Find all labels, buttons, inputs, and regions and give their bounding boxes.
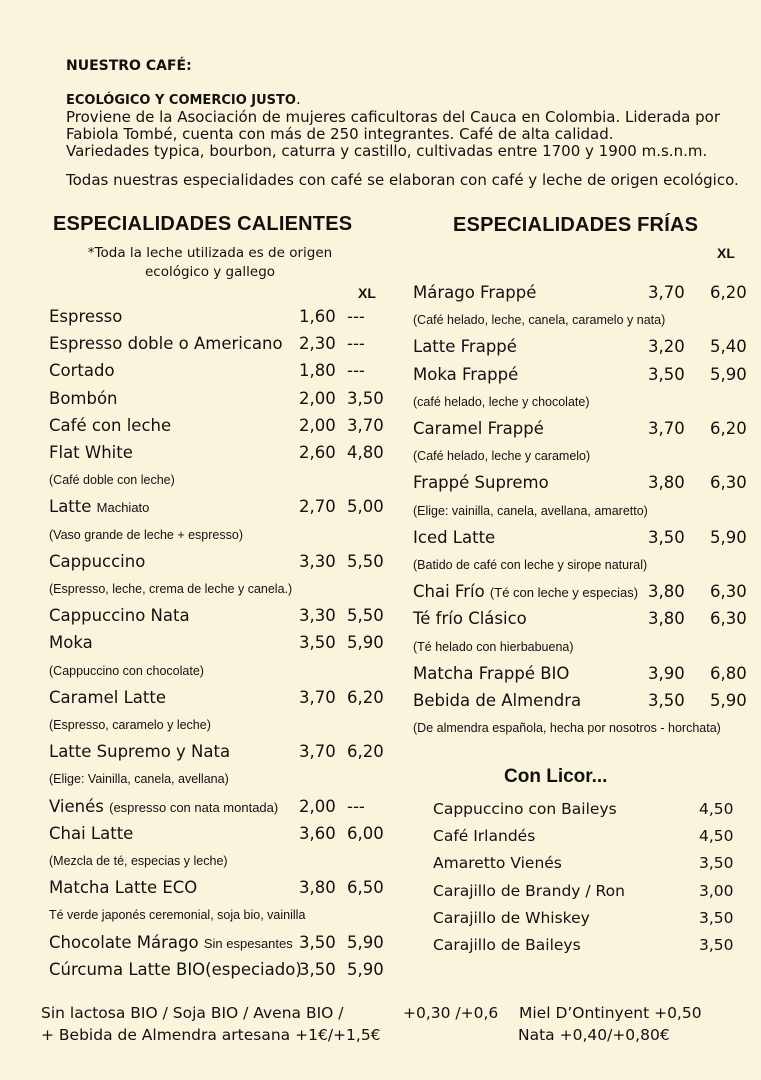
price-regular: 2,70 [299,497,336,517]
price-regular: 2,30 [299,334,336,354]
intro-line-3: Variedades typica, bourbon, caturra y castillo, cultivadas entre 1700 y 1900 m.s.n.m. [66,142,708,160]
price-regular: 3,70 [299,687,336,707]
menu-item-title: Cappuccino Nata [49,606,190,626]
price-xl: 5,90 [710,691,747,710]
menu-item-description: (Batido de café con leche y sirope natural) [413,558,648,572]
price-regular: 3,70 [299,742,336,762]
menu-item [49,552,387,574]
menu-item-title: Latte Supremo y Nata [49,742,231,762]
menu-item [49,878,387,900]
menu-item [413,283,750,305]
licor-item-name: Cappuccino con Baileys [433,800,617,818]
licor-item-name: Café Irlandés [433,827,536,846]
menu-item-description: (Café helado, leche y caramelo) [413,449,591,464]
intro-block [66,58,746,189]
hot-note-line-2: ecológico y gallego [144,264,276,280]
price-regular: 2,00 [299,796,336,816]
intro-line-2: Fabiola Tombé, cuenta con más de 250 integrantes. Café de alta calidad. [66,125,614,143]
menu-item [49,497,387,519]
menu-item [49,960,387,982]
licor-item-price: 3,00 [699,881,734,900]
price-xl: 6,80 [710,663,747,683]
menu-item-title: Chocolate Márago [49,932,204,952]
price-xl: 5,90 [347,932,384,952]
menu-item-name [413,365,518,384]
licor-item-price: 4,50 [699,800,734,818]
menu-item-description: (De almendra española, hecha por nosotros - horchata) [413,721,721,736]
footer-extras-price-1: +0,30 /+0,6 [403,1004,499,1022]
menu-item-description: (Espresso, leche, crema de leche y canela.) [49,582,293,596]
price-xl: 4,80 [347,443,384,462]
menu-item-name [49,688,166,707]
hot-section-title: ESPECIALIDADES CALIENTES [53,213,353,235]
menu-item-name [413,283,536,302]
licor-item-name: Carajillo de Brandy / Ron [433,881,625,900]
menu-item-name [49,443,133,462]
price-xl: 6,30 [710,609,747,629]
price-xl: 5,90 [347,633,384,653]
menu-item-title: Caramel Frappé [413,419,544,438]
menu-item-description: (Vaso grande de leche + espresso) [49,527,243,542]
price-regular: 2,00 [299,388,336,408]
price-regular: 3,70 [648,283,685,302]
menu-item-title: Bebida de Almendra [413,691,582,710]
footer-extras-line-1: Sin lactosa BIO / Soja BIO / Avena BIO / [41,1004,344,1022]
price-regular: 3,50 [299,932,336,952]
licor-item-name: Carajillo de Whiskey [433,908,590,927]
menu-item [413,528,750,550]
licor-item [433,800,734,818]
menu-item-description: (Café helado, leche, canela, caramelo y nata) [413,313,666,328]
price-xl: 6,50 [347,878,384,898]
price-regular: 3,60 [299,823,336,843]
menu-item-name [49,797,278,816]
menu-item-title: Chai Latte [49,823,134,843]
hot-milk-note [60,244,360,282]
cold-section-title: ESPECIALIDADES FRÍAS [453,214,699,236]
menu-item [413,691,750,713]
menu-item-note: (Té con leche y especias) [489,585,639,601]
price-xl: 6,00 [347,823,384,843]
menu-item-title: Cortado [49,361,115,381]
price-regular: 3,50 [299,959,336,979]
price-xl: 5,90 [347,959,384,979]
licor-item-price: 3,50 [699,854,734,873]
price-regular: 3,90 [648,663,685,683]
menu-item [49,606,387,628]
menu-item [49,933,387,955]
licor-item [433,854,734,873]
menu-item-title: Vienés [49,796,110,816]
intro-subheading: ECOLÓGICO Y COMERCIO JUSTO [66,93,296,108]
price-regular: 2,60 [299,443,336,462]
menu-item-title: Moka Frappé [413,364,519,384]
price-regular: 3,50 [648,527,685,547]
menu-item-name [49,552,145,571]
menu-item [49,742,387,764]
menu-item-title: Matcha Latte ECO [49,878,198,898]
licor-item [433,881,734,900]
menu-item-title: Espresso [49,307,123,326]
menu-item [49,334,387,356]
menu-item-name [413,691,581,710]
price-xl: 6,30 [710,473,747,493]
menu-item-title: Bombón [49,388,118,408]
menu-item-title: Espresso doble o Americano [49,334,283,354]
menu-item-note: Sin espesantes [203,935,293,951]
price-regular: 3,80 [648,582,685,602]
menu-item [49,307,387,329]
menu-item [49,797,387,819]
menu-item-name [413,609,527,628]
menu-item-title: Café con leche [49,415,172,435]
menu-item-title: Márago Frappé [413,283,537,302]
price-regular: 3,30 [299,606,336,626]
price-xl: 3,50 [347,388,384,408]
price-regular: 2,00 [299,415,336,435]
menu-item-name [49,878,197,897]
menu-item-description: (Té helado con hierbabuena) [413,639,574,654]
cold-xl-header: XL [717,245,735,261]
menu-item-name [49,960,302,979]
price-regular: 3,70 [648,419,685,438]
price-xl: 3,70 [347,415,384,435]
menu-item-title: Latte Frappé [413,337,517,357]
footer-cream: Nata +0,40/+0,80€ [518,1026,670,1044]
menu-item-name [413,664,569,683]
menu-item [413,365,750,387]
menu-item-description: (Elige: vainilla, canela, avellana, amaretto) [413,503,648,518]
price-xl: 6,20 [710,419,747,438]
menu-item [49,361,387,383]
price-regular: 1,60 [299,307,336,326]
menu-item-name [413,419,544,438]
menu-item [413,337,750,359]
menu-item-name [49,389,118,408]
price-regular: 3,50 [648,364,685,384]
price-regular: 3,80 [648,609,685,629]
menu-item-title: Iced Latte [413,527,496,547]
menu-item-name [49,361,115,380]
price-xl: 6,20 [347,687,384,707]
price-regular: 3,50 [648,691,685,710]
menu-item [413,419,750,441]
menu-item-name [49,497,149,516]
menu-item-description: (Mezcla de té, especias y leche) [49,854,228,868]
menu-item [413,582,750,604]
price-xl: 5,90 [710,364,747,384]
price-xl: --- [347,796,365,816]
price-regular: 3,80 [299,878,336,898]
menu-item-name [49,606,190,625]
menu-item-title: Matcha Frappé BIO [413,663,570,683]
hot-xl-header: XL [358,285,376,301]
menu-item [413,664,750,686]
menu-item [49,443,387,465]
price-xl: 5,50 [347,606,384,626]
menu-item [413,609,750,631]
menu-item-title: Chai Frío [413,582,490,602]
menu-item-name [413,528,495,547]
menu-item [49,416,387,438]
price-xl: 5,50 [347,551,384,571]
menu-item-description: (Cappuccino con chocolate) [49,663,204,678]
price-xl: 5,90 [710,527,747,547]
menu-item-name [413,337,517,356]
price-xl: 5,00 [347,497,384,517]
licor-item-name: Amaretto Vienés [433,854,562,873]
menu-item-description: (Espresso, caramelo y leche) [49,718,211,732]
price-regular: 3,50 [299,633,336,653]
intro-subheading-punct: . [295,90,301,108]
menu-item-name [49,742,230,761]
menu-item-title: Flat White [49,443,133,462]
menu-item-name [49,824,133,843]
price-regular: 3,80 [648,473,685,493]
footer-honey: Miel D’Ontinyent +0,50 [519,1004,702,1022]
price-regular: 3,30 [299,551,336,571]
price-xl: 5,40 [710,337,747,357]
price-xl: 6,30 [710,582,747,602]
licor-item [433,936,734,954]
menu-item [49,688,387,710]
menu-item-description: (Café doble con leche) [49,473,175,488]
price-regular: 1,80 [299,361,336,381]
licor-item [433,827,734,846]
licor-item-price: 4,50 [699,827,734,846]
intro-line-4: Todas nuestras especialidades con café se elaboran con café y leche de origen ecológico. [66,171,739,189]
menu-item [49,824,387,846]
menu-item-title: Moka [49,633,93,653]
menu-item-title: Caramel Latte [49,687,166,707]
menu-item-description: Té verde japonés ceremonial, soja bio, vainilla [49,908,306,923]
menu-item-name [49,933,293,952]
menu-item-title: Latte [49,497,97,517]
menu-item-note: Machiato [96,500,150,516]
licor-item [433,908,734,927]
intro-heading: NUESTRO CAFÉ: [66,58,192,74]
menu-item-name [49,307,122,326]
menu-item-title: Frappé Supremo [413,473,549,493]
menu-item-note: (espresso con nata montada) [109,799,279,815]
licor-section-title: Con Licor... [504,766,608,787]
licor-item-name: Carajillo de Baileys [433,936,581,954]
menu-item-name [413,582,638,601]
intro-line-1: Proviene de la Asociación de mujeres caficultoras del Cauca en Colombia. Liderada por [66,108,721,126]
menu-item-name [49,416,171,435]
licor-item-price: 3,50 [699,936,734,954]
price-xl: --- [347,307,365,326]
menu-item-name [49,334,283,353]
menu-item-name [49,633,93,652]
menu-item-description: (Elige: Vainilla, canela, avellana) [49,772,229,787]
price-xl: --- [347,334,365,354]
menu-item [49,389,387,411]
menu-item-title: Cúrcuma Latte BIO(especiado) [49,959,302,979]
hot-note-line-1: *Toda la leche utilizada es de origen [87,245,333,261]
menu-item-title: Cappuccino [49,551,146,571]
price-xl: 6,20 [347,742,384,762]
price-xl: --- [347,361,365,381]
price-xl: 6,20 [710,283,747,302]
menu-item-name [413,473,549,492]
menu-item-description: (café helado, leche y chocolate) [413,394,590,409]
licor-item-price: 3,50 [699,908,734,927]
menu-item-title: Té frío Clásico [413,609,527,629]
price-regular: 3,20 [648,337,685,357]
menu-item [49,633,387,655]
footer-extras-line-2: + Bebida de Almendra artesana +1€/+1,5€ [41,1026,381,1044]
menu-item [413,473,750,495]
